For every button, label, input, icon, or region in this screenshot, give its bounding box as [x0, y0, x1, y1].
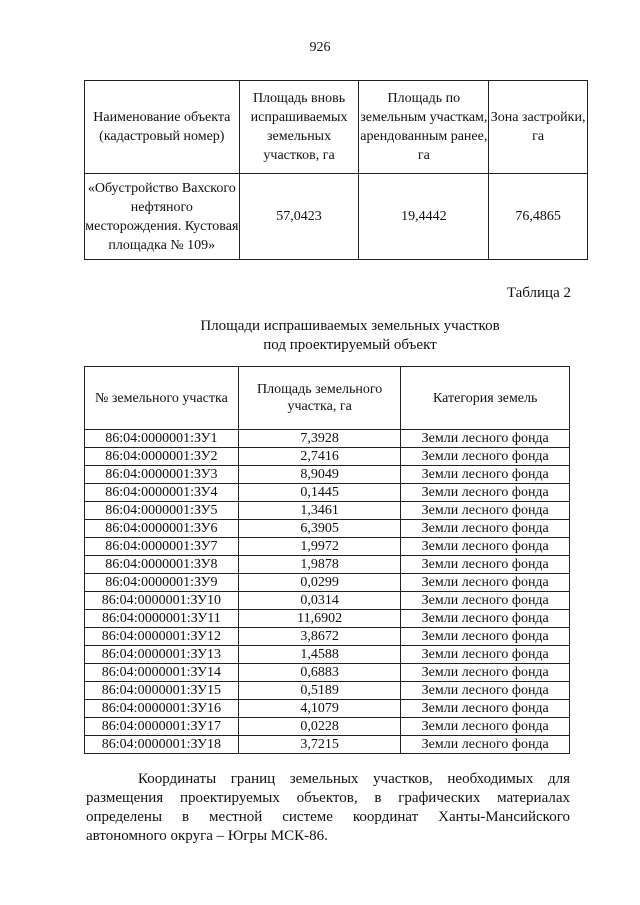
table-row	[85, 520, 570, 538]
plot-area-cell: 8,9049	[238, 466, 401, 484]
land-plots-table	[84, 366, 570, 754]
plot-number-cell: 86:04:0000001:ЗУ1	[85, 430, 239, 448]
land-category-cell: Земли лесного фонда	[401, 592, 570, 610]
table-row	[85, 628, 570, 646]
plot-number-cell: 86:04:0000001:ЗУ12	[85, 628, 239, 646]
caption-line-1: Площади испрашиваемых земельных участков	[200, 318, 500, 334]
caption-line-2: под проектируемый объект	[263, 337, 437, 353]
plot-number-cell: 86:04:0000001:ЗУ16	[85, 700, 239, 718]
plot-number-cell: 86:04:0000001:ЗУ9	[85, 574, 239, 592]
table-row	[85, 664, 570, 682]
plot-area-cell: 0,0314	[238, 592, 401, 610]
plot-area-cell: 4,1079	[238, 700, 401, 718]
plot-number-cell: 86:04:0000001:ЗУ2	[85, 448, 239, 466]
land-category-cell: Земли лесного фонда	[401, 430, 570, 448]
land-category-cell: Земли лесного фонда	[401, 610, 570, 628]
leased-area-cell: 19,4442	[359, 174, 489, 260]
table-row	[85, 700, 570, 718]
plot-number-cell: 86:04:0000001:ЗУ14	[85, 664, 239, 682]
plot-area-cell: 2,7416	[238, 448, 401, 466]
plot-number-cell: 86:04:0000001:ЗУ17	[85, 718, 239, 736]
building-zone-cell: 76,4865	[489, 174, 588, 260]
plots-body	[85, 430, 570, 754]
plot-number-cell: 86:04:0000001:ЗУ11	[85, 610, 239, 628]
plot-area-cell: 0,5189	[238, 682, 401, 700]
table-row	[85, 610, 570, 628]
table-row	[85, 484, 570, 502]
plot-number-cell: 86:04:0000001:ЗУ3	[85, 466, 239, 484]
land-category-cell: Земли лесного фонда	[401, 556, 570, 574]
land-category-cell: Земли лесного фонда	[401, 466, 570, 484]
header-plot-number: № земельного участка	[85, 367, 239, 430]
plot-number-cell: 86:04:0000001:ЗУ13	[85, 646, 239, 664]
plot-number-cell: 86:04:0000001:ЗУ4	[85, 484, 239, 502]
land-category-cell: Земли лесного фонда	[401, 682, 570, 700]
plot-area-cell: 0,0299	[238, 574, 401, 592]
plot-number-cell: 86:04:0000001:ЗУ6	[85, 520, 239, 538]
land-category-cell: Земли лесного фонда	[401, 646, 570, 664]
land-category-cell: Земли лесного фонда	[401, 520, 570, 538]
header-new-area: Площадь вновь испрашиваемых земельных участков, га	[239, 81, 359, 174]
plot-area-cell: 0,1445	[238, 484, 401, 502]
plot-number-cell: 86:04:0000001:ЗУ8	[85, 556, 239, 574]
object-area-table	[84, 80, 588, 260]
new-area-cell: 57,0423	[239, 174, 359, 260]
plot-area-cell: 1,9878	[238, 556, 401, 574]
plot-area-cell: 11,6902	[238, 610, 401, 628]
land-category-cell: Земли лесного фонда	[401, 484, 570, 502]
table-row	[85, 174, 588, 260]
plot-area-cell: 1,4588	[238, 646, 401, 664]
table-row	[85, 430, 570, 448]
land-category-cell: Земли лесного фонда	[401, 538, 570, 556]
plot-number-cell: 86:04:0000001:ЗУ7	[85, 538, 239, 556]
land-category-cell: Земли лесного фонда	[401, 628, 570, 646]
closing-paragraph: Координаты границ земельных участков, необходимых для размещения проектируемых объектов, в графических материалах определены в местной системе координат Ханты-Мансийского автономного округа – Югры МСК-86.	[86, 771, 570, 844]
plot-number-cell: 86:04:0000001:ЗУ18	[85, 736, 239, 754]
table-caption	[0, 317, 640, 355]
closing-text	[86, 770, 570, 846]
table-row	[85, 466, 570, 484]
object-name-cell: «Обустройство Вахского нефтяного месторождения. Кустовая площадка № 109»	[85, 174, 240, 260]
table-row	[85, 646, 570, 664]
table-row	[85, 502, 570, 520]
table-row	[85, 556, 570, 574]
page-number: 926	[309, 40, 331, 55]
plot-area-cell: 0,0228	[238, 718, 401, 736]
table-header-row	[85, 367, 570, 430]
header-leased-area: Площадь по земельным участкам, арендованным ранее, га	[359, 81, 489, 174]
table-row	[85, 592, 570, 610]
table-row	[85, 574, 570, 592]
plot-number-cell: 86:04:0000001:ЗУ10	[85, 592, 239, 610]
table-row	[85, 448, 570, 466]
table-row	[85, 736, 570, 754]
land-category-cell: Земли лесного фонда	[401, 664, 570, 682]
plot-area-cell: 1,3461	[238, 502, 401, 520]
plot-area-cell: 6,3905	[238, 520, 401, 538]
land-category-cell: Земли лесного фонда	[401, 736, 570, 754]
land-category-cell: Земли лесного фонда	[401, 718, 570, 736]
plot-area-cell: 0,6883	[238, 664, 401, 682]
land-category-cell: Земли лесного фонда	[401, 574, 570, 592]
table-row	[85, 718, 570, 736]
table-header-row	[85, 81, 588, 174]
plot-area-cell: 3,8672	[238, 628, 401, 646]
plot-area-cell: 3,7215	[238, 736, 401, 754]
header-plot-area: Площадь земельного участка, га	[238, 367, 401, 430]
plot-number-cell: 86:04:0000001:ЗУ5	[85, 502, 239, 520]
header-building-zone: Зона застройки, га	[489, 81, 588, 174]
plot-area-cell: 1,9972	[238, 538, 401, 556]
header-land-category: Категория земель	[401, 367, 570, 430]
table-row	[85, 538, 570, 556]
table-row	[85, 682, 570, 700]
plot-number-cell: 86:04:0000001:ЗУ15	[85, 682, 239, 700]
land-category-cell: Земли лесного фонда	[401, 448, 570, 466]
land-category-cell: Земли лесного фонда	[401, 700, 570, 718]
table-label: Таблица 2	[506, 285, 571, 301]
header-object-name: Наименование объекта (кадастровый номер)	[85, 81, 240, 174]
plot-area-cell: 7,3928	[238, 430, 401, 448]
land-category-cell: Земли лесного фонда	[401, 502, 570, 520]
